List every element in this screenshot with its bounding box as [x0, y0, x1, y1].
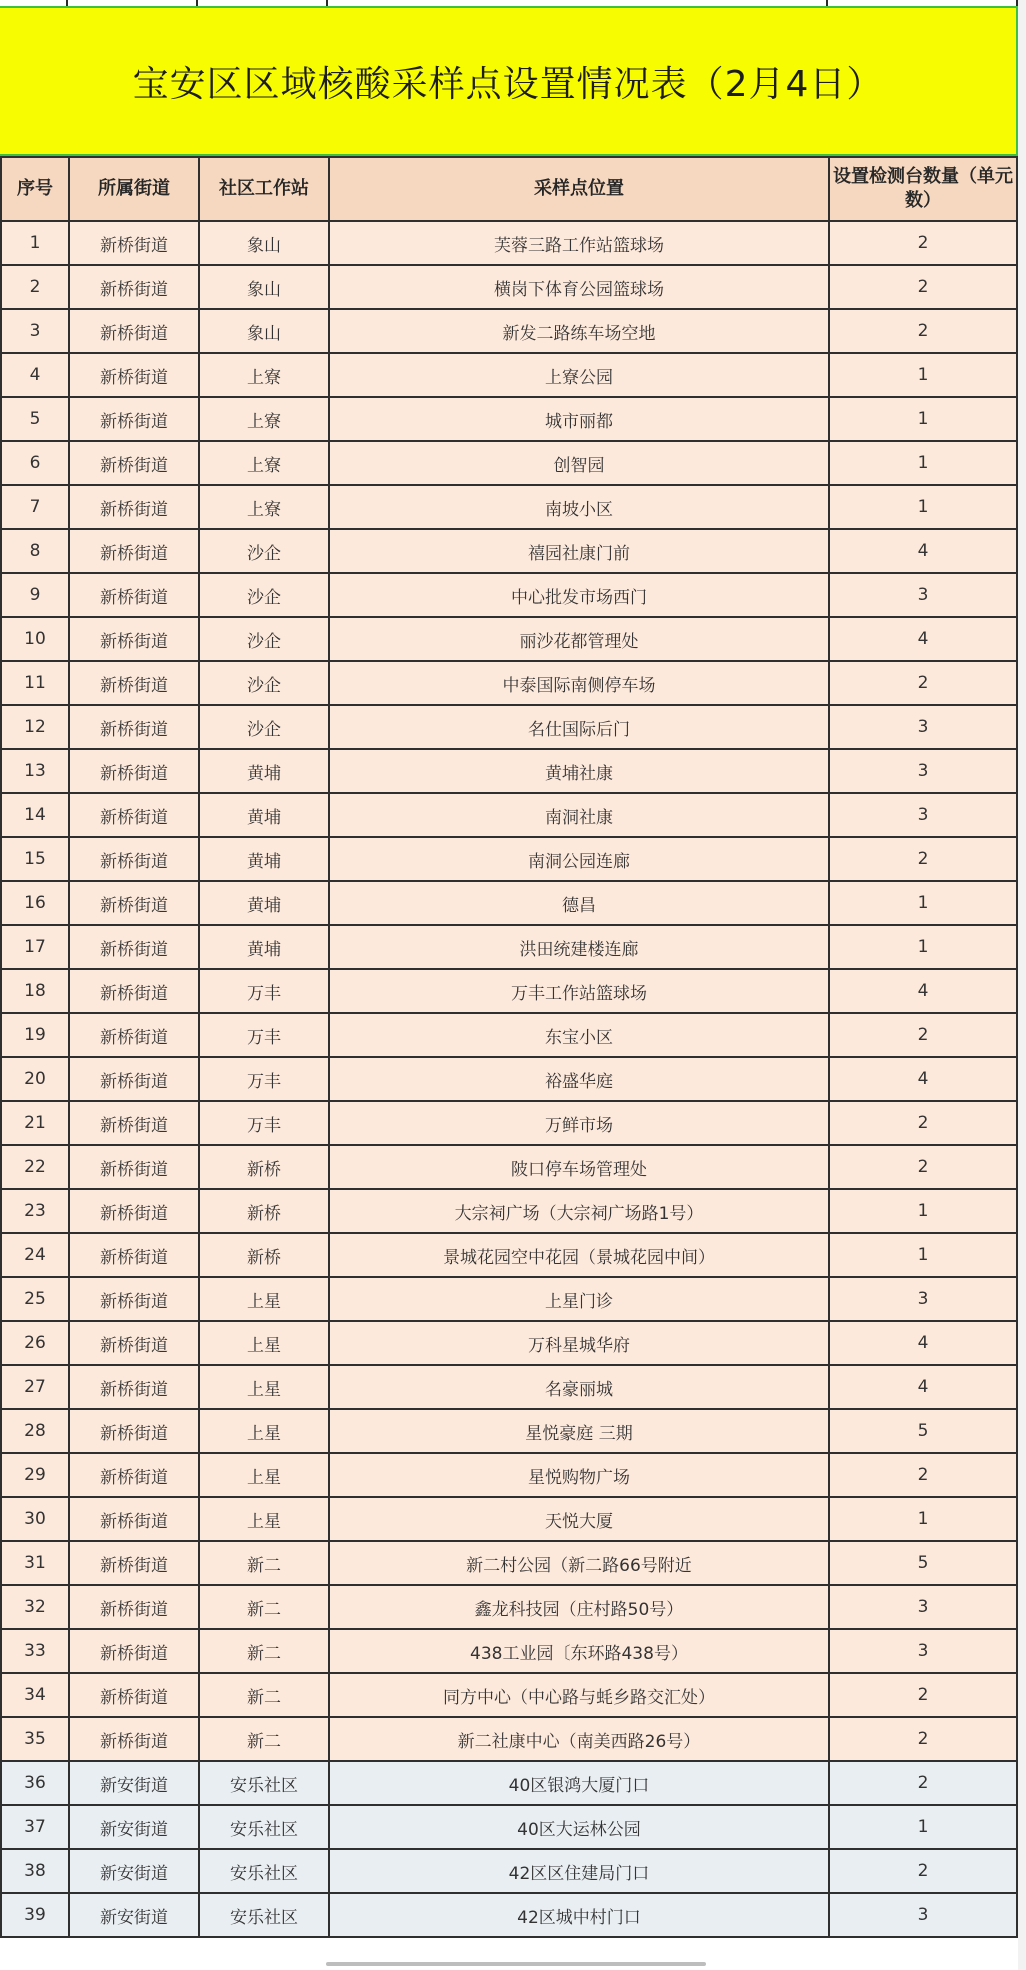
- table-row: [1, 1717, 1017, 1761]
- cell-street: 新桥街道: [69, 1145, 199, 1189]
- cell-no: 24: [1, 1233, 69, 1277]
- cell-no: 22: [1, 1145, 69, 1189]
- cell-count: 1: [829, 397, 1017, 441]
- cell-no: 17: [1, 925, 69, 969]
- cell-count: 1: [829, 1497, 1017, 1541]
- cell-no: 23: [1, 1189, 69, 1233]
- cell-location: 天悦大厦: [329, 1497, 829, 1541]
- table-row: [1, 705, 1017, 749]
- cell-station: 沙企: [199, 617, 329, 661]
- cell-station: 黄埔: [199, 837, 329, 881]
- table-row: [1, 353, 1017, 397]
- cell-station: 黄埔: [199, 793, 329, 837]
- cell-station: 万丰: [199, 969, 329, 1013]
- header-row: [1, 157, 1017, 221]
- cell-station: 新桥: [199, 1233, 329, 1277]
- cell-station: 上星: [199, 1277, 329, 1321]
- cell-count: 2: [829, 1101, 1017, 1145]
- cell-station: 万丰: [199, 1057, 329, 1101]
- table-row: [1, 1761, 1017, 1805]
- cell-count: 4: [829, 617, 1017, 661]
- cell-count: 4: [829, 1321, 1017, 1365]
- cell-no: 16: [1, 881, 69, 925]
- cell-no: 11: [1, 661, 69, 705]
- cell-street: 新安街道: [69, 1761, 199, 1805]
- cell-no: 10: [1, 617, 69, 661]
- cell-location: 南洞社康: [329, 793, 829, 837]
- cell-no: 13: [1, 749, 69, 793]
- previous-rows-strip: [0, 0, 1018, 6]
- cell-no: 34: [1, 1673, 69, 1717]
- cell-count: 2: [829, 1145, 1017, 1189]
- header-no: 序号: [1, 157, 69, 221]
- cell-street: 新桥街道: [69, 265, 199, 309]
- cell-count: 1: [829, 1233, 1017, 1277]
- cell-station: 新二: [199, 1585, 329, 1629]
- cell-no: 36: [1, 1761, 69, 1805]
- cell-no: 7: [1, 485, 69, 529]
- cell-location: 禧园社康门前: [329, 529, 829, 573]
- cell-location: 新发二路练车场空地: [329, 309, 829, 353]
- cell-no: 27: [1, 1365, 69, 1409]
- cell-street: 新桥街道: [69, 1717, 199, 1761]
- cell-station: 安乐社区: [199, 1893, 329, 1937]
- cell-station: 安乐社区: [199, 1761, 329, 1805]
- cell-station: 新二: [199, 1629, 329, 1673]
- cell-location: 上星门诊: [329, 1277, 829, 1321]
- cell-count: 2: [829, 837, 1017, 881]
- cell-street: 新桥街道: [69, 1453, 199, 1497]
- cell-station: 象山: [199, 265, 329, 309]
- cell-location: 南坡小区: [329, 485, 829, 529]
- cell-count: 3: [829, 749, 1017, 793]
- cell-station: 新二: [199, 1673, 329, 1717]
- cell-count: 2: [829, 661, 1017, 705]
- cell-location: 陂口停车场管理处: [329, 1145, 829, 1189]
- cell-no: 4: [1, 353, 69, 397]
- cell-location: 万科星城华府: [329, 1321, 829, 1365]
- cell-location: 名仕国际后门: [329, 705, 829, 749]
- cell-station: 新二: [199, 1541, 329, 1585]
- cell-location: 万丰工作站篮球场: [329, 969, 829, 1013]
- cell-station: 沙企: [199, 661, 329, 705]
- cell-count: 2: [829, 1717, 1017, 1761]
- cell-station: 上星: [199, 1409, 329, 1453]
- cell-location: 新二社康中心（南美西路26号）: [329, 1717, 829, 1761]
- cell-street: 新桥街道: [69, 1189, 199, 1233]
- table-body: [1, 221, 1017, 1937]
- cell-count: 3: [829, 1277, 1017, 1321]
- cell-count: 2: [829, 265, 1017, 309]
- table-row: [1, 1101, 1017, 1145]
- cell-count: 2: [829, 1761, 1017, 1805]
- cell-location: 40区银鸿大厦门口: [329, 1761, 829, 1805]
- cell-station: 上寮: [199, 353, 329, 397]
- cell-count: 3: [829, 573, 1017, 617]
- table-row: [1, 1365, 1017, 1409]
- table-row: [1, 485, 1017, 529]
- cell-count: 3: [829, 1585, 1017, 1629]
- cell-no: 28: [1, 1409, 69, 1453]
- cell-street: 新桥街道: [69, 1013, 199, 1057]
- table-row: [1, 573, 1017, 617]
- cell-location: 新二村公园（新二路66号附近: [329, 1541, 829, 1585]
- cell-count: 3: [829, 1893, 1017, 1937]
- cell-location: 星悦豪庭 三期: [329, 1409, 829, 1453]
- table-row: [1, 881, 1017, 925]
- cell-station: 安乐社区: [199, 1805, 329, 1849]
- table-row: [1, 1541, 1017, 1585]
- table-row: [1, 397, 1017, 441]
- cell-station: 象山: [199, 221, 329, 265]
- header-street: 所属街道: [69, 157, 199, 221]
- cell-count: 3: [829, 1629, 1017, 1673]
- scroll-indicator[interactable]: [326, 1962, 706, 1966]
- table-row: [1, 1013, 1017, 1057]
- cell-count: 4: [829, 969, 1017, 1013]
- cell-street: 新桥街道: [69, 793, 199, 837]
- table-row: [1, 309, 1017, 353]
- cell-station: 上寮: [199, 397, 329, 441]
- cell-station: 沙企: [199, 529, 329, 573]
- cell-street: 新桥街道: [69, 705, 199, 749]
- table-row: [1, 837, 1017, 881]
- cell-street: 新安街道: [69, 1849, 199, 1893]
- cell-station: 新二: [199, 1717, 329, 1761]
- cell-no: 3: [1, 309, 69, 353]
- cell-station: 沙企: [199, 573, 329, 617]
- header-station: 社区工作站: [199, 157, 329, 221]
- cell-location: 名豪丽城: [329, 1365, 829, 1409]
- table-row: [1, 1233, 1017, 1277]
- table-row: [1, 1849, 1017, 1893]
- cell-count: 2: [829, 309, 1017, 353]
- cell-station: 上寮: [199, 485, 329, 529]
- table-row: [1, 1629, 1017, 1673]
- cell-station: 上星: [199, 1365, 329, 1409]
- table-row: [1, 969, 1017, 1013]
- table-row: [1, 1453, 1017, 1497]
- cell-count: 4: [829, 1365, 1017, 1409]
- cell-station: 上星: [199, 1453, 329, 1497]
- cell-station: 上寮: [199, 441, 329, 485]
- cell-station: 上星: [199, 1497, 329, 1541]
- cell-no: 15: [1, 837, 69, 881]
- table-row: [1, 1805, 1017, 1849]
- cell-location: 洪田统建楼连廊: [329, 925, 829, 969]
- cell-street: 新桥街道: [69, 1101, 199, 1145]
- cell-no: 8: [1, 529, 69, 573]
- cell-street: 新安街道: [69, 1805, 199, 1849]
- table-row: [1, 265, 1017, 309]
- cell-location: 438工业园〔东环路438号）: [329, 1629, 829, 1673]
- table-row: [1, 529, 1017, 573]
- cell-station: 黄埔: [199, 749, 329, 793]
- cell-street: 新安街道: [69, 1893, 199, 1937]
- cell-location: 42区区住建局门口: [329, 1849, 829, 1893]
- cell-street: 新桥街道: [69, 221, 199, 265]
- table-row: [1, 1321, 1017, 1365]
- cell-no: 39: [1, 1893, 69, 1937]
- cell-street: 新桥街道: [69, 969, 199, 1013]
- cell-street: 新桥街道: [69, 353, 199, 397]
- cell-no: 1: [1, 221, 69, 265]
- cell-location: 黄埔社康: [329, 749, 829, 793]
- cell-street: 新桥街道: [69, 573, 199, 617]
- table-row: [1, 1057, 1017, 1101]
- cell-count: 2: [829, 1453, 1017, 1497]
- cell-no: 32: [1, 1585, 69, 1629]
- cell-station: 新桥: [199, 1189, 329, 1233]
- table-row: [1, 1585, 1017, 1629]
- table-row: [1, 1893, 1017, 1937]
- cell-street: 新桥街道: [69, 881, 199, 925]
- cell-location: 南洞公园连廊: [329, 837, 829, 881]
- cell-location: 中心批发市场西门: [329, 573, 829, 617]
- cell-street: 新桥街道: [69, 397, 199, 441]
- cell-count: 5: [829, 1409, 1017, 1453]
- cell-location: 丽沙花都管理处: [329, 617, 829, 661]
- cell-street: 新桥街道: [69, 925, 199, 969]
- table-row: [1, 1409, 1017, 1453]
- cell-street: 新桥街道: [69, 749, 199, 793]
- cell-station: 沙企: [199, 705, 329, 749]
- cell-count: 5: [829, 1541, 1017, 1585]
- header-location: 采样点位置: [329, 157, 829, 221]
- cell-street: 新桥街道: [69, 441, 199, 485]
- cell-street: 新桥街道: [69, 1321, 199, 1365]
- cell-street: 新桥街道: [69, 1497, 199, 1541]
- cell-street: 新桥街道: [69, 617, 199, 661]
- sampling-points-table: [0, 156, 1018, 1938]
- cell-count: 2: [829, 1673, 1017, 1717]
- cell-no: 35: [1, 1717, 69, 1761]
- cell-count: 4: [829, 1057, 1017, 1101]
- table-row: [1, 1189, 1017, 1233]
- cell-location: 景城花园空中花园（景城花园中间）: [329, 1233, 829, 1277]
- cell-street: 新桥街道: [69, 1629, 199, 1673]
- header-count: 设置检测台数量（单元数）: [829, 157, 1017, 221]
- cell-location: 大宗祠广场（大宗祠广场路1号）: [329, 1189, 829, 1233]
- cell-street: 新桥街道: [69, 661, 199, 705]
- cell-station: 新桥: [199, 1145, 329, 1189]
- cell-location: 裕盛华庭: [329, 1057, 829, 1101]
- cell-count: 2: [829, 221, 1017, 265]
- cell-street: 新桥街道: [69, 309, 199, 353]
- cell-count: 1: [829, 441, 1017, 485]
- cell-location: 东宝小区: [329, 1013, 829, 1057]
- cell-street: 新桥街道: [69, 1585, 199, 1629]
- table-row: [1, 441, 1017, 485]
- table-row: [1, 925, 1017, 969]
- cell-location: 横岗下体育公园篮球场: [329, 265, 829, 309]
- cell-no: 14: [1, 793, 69, 837]
- cell-location: 中泰国际南侧停车场: [329, 661, 829, 705]
- cell-no: 29: [1, 1453, 69, 1497]
- cell-no: 6: [1, 441, 69, 485]
- cell-station: 安乐社区: [199, 1849, 329, 1893]
- cell-no: 21: [1, 1101, 69, 1145]
- cell-station: 万丰: [199, 1101, 329, 1145]
- cell-location: 上寮公园: [329, 353, 829, 397]
- table-title: 宝安区区域核酸采样点设置情况表（2月4日）: [132, 63, 884, 105]
- cell-no: 9: [1, 573, 69, 617]
- cell-location: 万鲜市场: [329, 1101, 829, 1145]
- cell-street: 新桥街道: [69, 1277, 199, 1321]
- cell-no: 5: [1, 397, 69, 441]
- cell-street: 新桥街道: [69, 1673, 199, 1717]
- table-row: [1, 1277, 1017, 1321]
- cell-street: 新桥街道: [69, 1541, 199, 1585]
- cell-no: 30: [1, 1497, 69, 1541]
- cell-no: 12: [1, 705, 69, 749]
- cell-count: 1: [829, 925, 1017, 969]
- cell-count: 3: [829, 705, 1017, 749]
- cell-location: 星悦购物广场: [329, 1453, 829, 1497]
- cell-station: 黄埔: [199, 925, 329, 969]
- cell-count: 1: [829, 1189, 1017, 1233]
- table-row: [1, 617, 1017, 661]
- cell-location: 40区大运林公园: [329, 1805, 829, 1849]
- cell-station: 万丰: [199, 1013, 329, 1057]
- cell-location: 城市丽都: [329, 397, 829, 441]
- cell-station: 象山: [199, 309, 329, 353]
- table-row: [1, 1145, 1017, 1189]
- cell-street: 新桥街道: [69, 529, 199, 573]
- cell-count: 3: [829, 793, 1017, 837]
- cell-no: 37: [1, 1805, 69, 1849]
- cell-no: 31: [1, 1541, 69, 1585]
- cell-street: 新桥街道: [69, 837, 199, 881]
- cell-street: 新桥街道: [69, 1233, 199, 1277]
- cell-no: 38: [1, 1849, 69, 1893]
- cell-count: 1: [829, 353, 1017, 397]
- cell-street: 新桥街道: [69, 1057, 199, 1101]
- table-row: [1, 661, 1017, 705]
- table-row: [1, 793, 1017, 837]
- cell-station: 上星: [199, 1321, 329, 1365]
- cell-no: 26: [1, 1321, 69, 1365]
- cell-no: 33: [1, 1629, 69, 1673]
- table-row: [1, 221, 1017, 265]
- cell-count: 1: [829, 881, 1017, 925]
- cell-location: 德昌: [329, 881, 829, 925]
- cell-location: 同方中心（中心路与蚝乡路交汇处）: [329, 1673, 829, 1717]
- table-row: [1, 1673, 1017, 1717]
- cell-location: 创智园: [329, 441, 829, 485]
- cell-count: 1: [829, 1805, 1017, 1849]
- cell-street: 新桥街道: [69, 1409, 199, 1453]
- cell-count: 2: [829, 1849, 1017, 1893]
- cell-location: 42区城中村门口: [329, 1893, 829, 1937]
- cell-count: 1: [829, 485, 1017, 529]
- table-title-bar: [0, 6, 1018, 156]
- cell-no: 18: [1, 969, 69, 1013]
- cell-no: 20: [1, 1057, 69, 1101]
- page-edge: [1018, 0, 1026, 1970]
- cell-street: 新桥街道: [69, 485, 199, 529]
- cell-count: 2: [829, 1013, 1017, 1057]
- cell-street: 新桥街道: [69, 1365, 199, 1409]
- cell-count: 4: [829, 529, 1017, 573]
- cell-location: 芙蓉三路工作站篮球场: [329, 221, 829, 265]
- table-row: [1, 749, 1017, 793]
- cell-no: 25: [1, 1277, 69, 1321]
- table-row: [1, 1497, 1017, 1541]
- cell-station: 黄埔: [199, 881, 329, 925]
- cell-no: 2: [1, 265, 69, 309]
- cell-location: 鑫龙科技园（庄村路50号）: [329, 1585, 829, 1629]
- cell-no: 19: [1, 1013, 69, 1057]
